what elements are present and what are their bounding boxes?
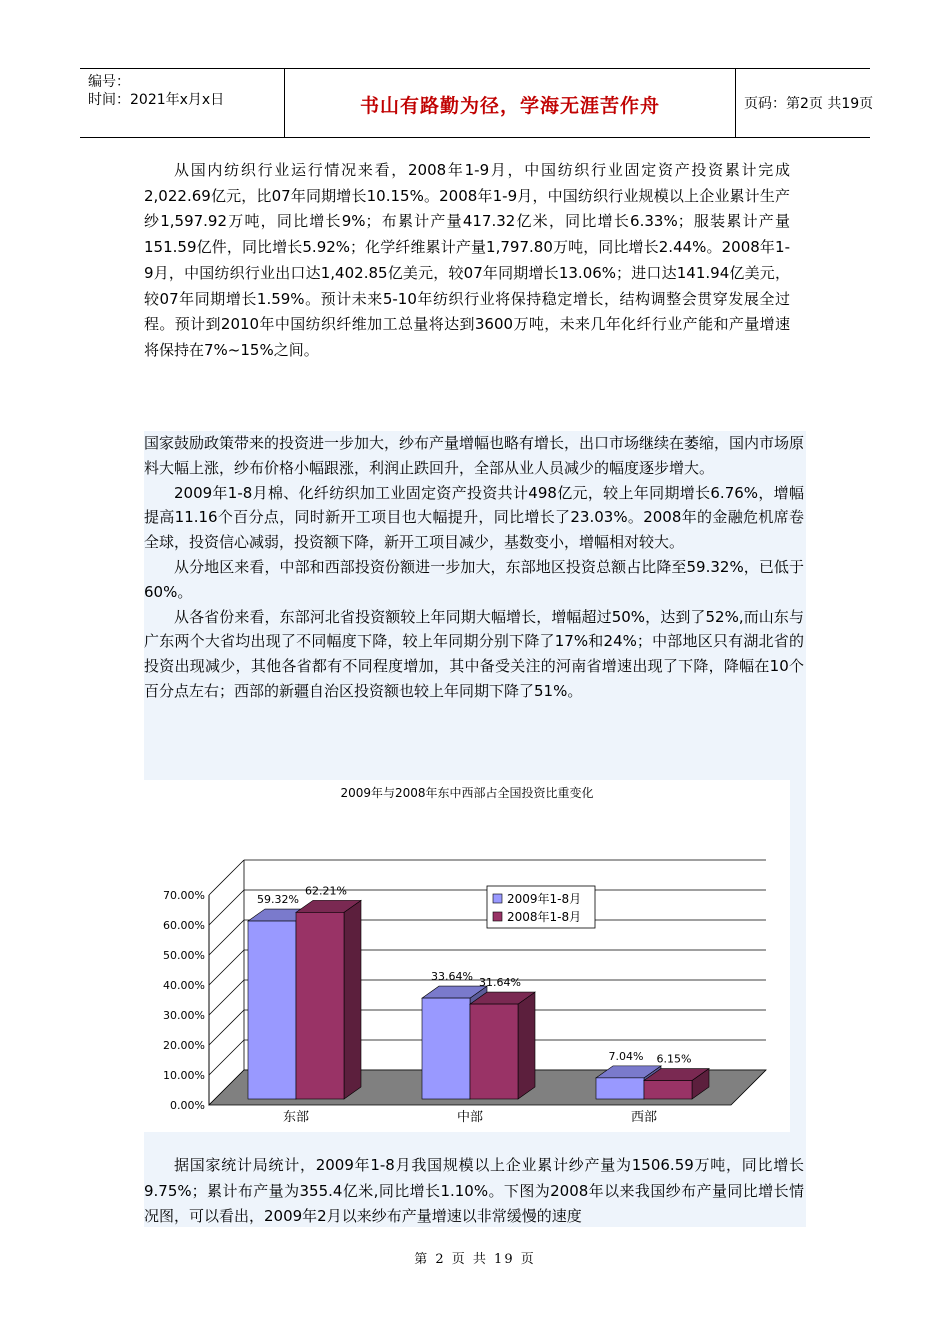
paragraph-6: 据国家统计局统计，2009年1-8月我国规模以上企业累计纱产量为1506.59万吨，同比增长9.75%；累计布产量为355.4亿米,同比增长1.10%。下图为2008年以来我国纱布产量同比增长情况图，可以看出，2009年2月以来纱布产量增速以非常缓慢的速度 — [144, 1156, 804, 1225]
header-left-cell — [80, 69, 285, 137]
shaded-section — [144, 431, 806, 1227]
gridline-depth — [209, 1010, 244, 1045]
legend-swatch — [493, 912, 502, 921]
paragraph-5: 从各省份来看，东部河北省投资额较上年同期大幅增长，增幅超过50%，达到了52%,而山东与广东两个大省均出现了不同幅度下降，较上年同期分别下降了17%和24%；中部地区只有湖北省的投资出现减少，其他各省都有不同程度增加，其中备受关注的河南省增速出现了下降，降幅在10个百分点左右；西部的新疆自治区投资额也较上年同期下降了51%。 — [144, 607, 804, 700]
doc-time-label: 时间：2021年x月x日 — [88, 92, 225, 108]
data-label: 62.21% — [305, 884, 347, 898]
chart-svg — [144, 780, 790, 1132]
header-page-label: 页码：第2页 共19页 — [744, 96, 874, 112]
page-footer: 第 2 页 共 19 页 — [414, 1252, 536, 1267]
chart-bars — [248, 884, 709, 1099]
data-label: 33.64% — [431, 970, 473, 984]
y-tick-label: 0.00% — [170, 1099, 205, 1112]
paragraph-4: 从分地区来看，中部和西部投资份额进一步加大，东部地区投资总额占比降至59.32%，已低于60%。 — [144, 557, 804, 601]
bar — [644, 1081, 692, 1099]
legend-label: 2008年1-8月 — [507, 910, 582, 924]
investment-share-chart — [144, 780, 790, 1132]
bar — [296, 912, 344, 1099]
legend-swatch — [493, 894, 502, 903]
legend-label: 2009年1-8月 — [507, 892, 582, 906]
bar — [248, 921, 296, 1099]
chart-legend — [487, 886, 595, 928]
chart-title: 2009年与2008年东中西部占全国投资比重变化 — [340, 786, 594, 800]
paragraph-3: 2009年1-8月棉、化纤纺织加工业固定资产投资共计498亿元，较上年同期增长6.76%，增幅提高11.16个百分点，同时新开工项目也大幅提升，同比增长了23.03%。2008年的金融危机席卷全球，投资信心减弱，投资额下降，新开工项目减少，基数变小，增幅相对较大。 — [144, 483, 804, 552]
bar — [596, 1078, 644, 1099]
data-label: 6.15% — [656, 1052, 692, 1066]
header-motto-cell — [285, 69, 736, 137]
bar — [422, 998, 470, 1099]
data-label: 7.04% — [608, 1049, 644, 1063]
page-header — [80, 68, 874, 138]
shaded-text — [144, 431, 804, 704]
y-tick-label: 10.00% — [163, 1069, 205, 1082]
y-tick-label: 50.00% — [163, 949, 205, 962]
gridline-depth — [209, 980, 244, 1015]
gridline-depth — [209, 860, 244, 895]
bar — [470, 1004, 518, 1099]
y-tick-label: 60.00% — [163, 919, 205, 932]
y-tick-label: 20.00% — [163, 1039, 205, 1052]
x-category-label: 西部 — [630, 1110, 658, 1125]
y-tick-label: 30.00% — [163, 1009, 205, 1022]
chart-y-ticks — [163, 889, 205, 1112]
gridline-depth — [209, 950, 244, 985]
bar-side — [344, 900, 361, 1099]
x-category-label: 东部 — [282, 1110, 310, 1125]
data-label: 59.32% — [257, 893, 299, 907]
gridline-depth — [209, 920, 244, 955]
paragraph-2: 国家鼓励政策带来的投资进一步加大，纱布产量增幅也略有增长，出口市场继续在萎缩，国内市场原料大幅上涨，纱布价格小幅跟涨，利润止跌回升，全部从业人员减少的幅度逐步增大。 — [144, 434, 805, 477]
data-label: 31.64% — [479, 976, 521, 990]
y-tick-label: 40.00% — [163, 979, 205, 992]
x-category-label: 中部 — [456, 1110, 484, 1125]
intro-paragraph-block — [144, 158, 790, 364]
y-tick-label: 70.00% — [163, 889, 205, 902]
header-page-cell — [736, 69, 874, 137]
shaded-text-bottom — [144, 1153, 804, 1230]
chart-x-categories — [283, 1109, 657, 1125]
paragraph-1: 从国内纺织行业运行情况来看，2008年1-9月，中国纺织行业固定资产投资累计完成2,022.69亿元，比07年同期增长10.15%。2008年1-9月，中国纺织行业规模以上企业累计生产纱1,597.92万吨，同比增长9%；布累计产量417.32亿米，同比增长6.33%；服装累计产量151.59亿件，同比增长5.92%；化学纤维累计产量1,797.80万吨，同比增长2.44%。2008年1-9月，中国纺织行业出口达1,402.85亿美元，较07年同期增长13.06%；进口达141.94亿美元，较07年同期增长1.59%。预计未来5-10年纺织行业将保持稳定增长，结构调整会贯穿发展全过程。预计到2010年中国纺织纤维加工总量将达到3600万吨，未来几年化纤行业产能和产量增速将保持在7%~15%之间。 — [144, 161, 790, 359]
doc-number-label: 编号： — [88, 74, 130, 90]
bar-side — [518, 992, 535, 1099]
header-motto: 书山有路勤为径，学海无涯苦作舟 — [359, 95, 660, 117]
gridline-depth — [209, 890, 244, 925]
gridline-depth — [209, 1040, 244, 1075]
